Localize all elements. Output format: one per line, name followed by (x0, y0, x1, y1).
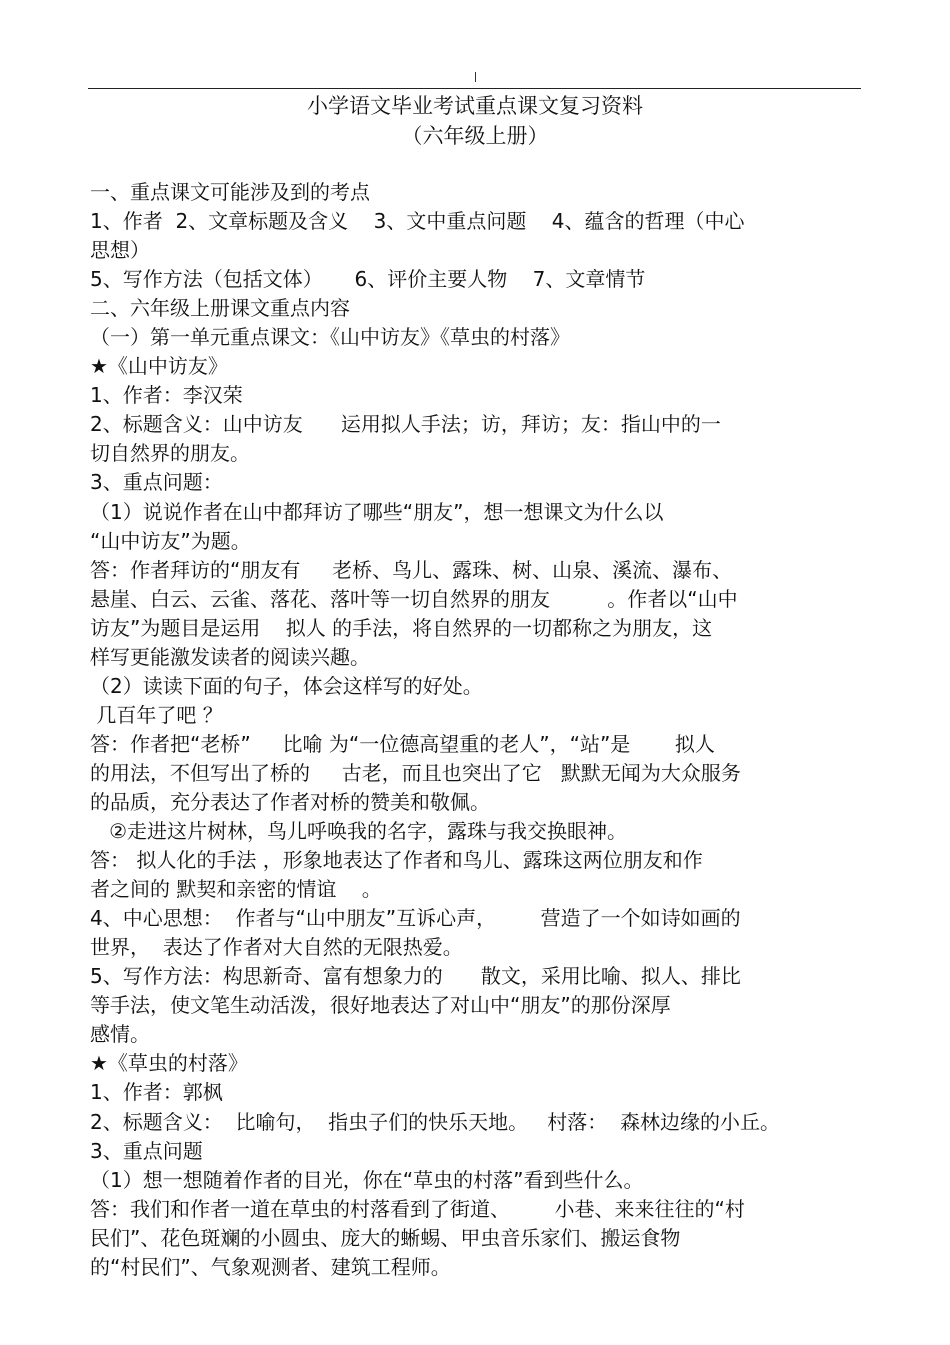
body-line: 答：作者把“老桥” 比喻 为“一位德高望重的老人”，“站”是 拟人 (90, 731, 715, 756)
body-line: ②走进这片树林，鸟儿呼唤我的名字，露珠与我交换眼神。 (90, 819, 628, 844)
body-line: ★《山中访友》 (90, 354, 228, 379)
document-subtitle: （六年级上册） (401, 124, 549, 148)
header-rule (88, 88, 861, 89)
body-line: （一）第一单元重点课文：《山中访友》《草虫的村落》 (90, 325, 570, 350)
body-line: 3、重点问题 (90, 1138, 203, 1163)
body-line: （2）读读下面的句子，体会这样写的好处。 (90, 673, 483, 698)
body-line: 民们”、花色斑斓的小圆虫、庞大的蜥蜴、甲虫音乐家们、搬运食物 (90, 1225, 681, 1250)
header-tick-mark (475, 72, 476, 82)
body-line: 二、六年级上册课文重点内容 (90, 296, 350, 321)
body-line: 者之间的 默契和亲密的情谊 。 (90, 877, 382, 902)
body-line: 悬崖、白云、云雀、落花、落叶等一切自然界的朋友 。作者以“山中 (90, 586, 738, 611)
body-line: 等手法，使文笔生动活泼，很好地表达了对山中“朋友”的那份深厚 (90, 993, 671, 1018)
body-line: 3、重点问题： (90, 470, 223, 495)
body-line: 1、作者 2、文章标题及含义 3、文中重点问题 4、蕴含的哲理（中心 (90, 209, 745, 234)
body-line: 感情。 (90, 1022, 150, 1047)
body-line: 的品质，充分表达了作者对桥的赞美和敬佩。 (90, 789, 490, 814)
body-line: 答：我们和作者一道在草虫的村落看到了街道、 小巷、来来往往的“村 (90, 1196, 745, 1221)
body-line: 思想） (90, 238, 150, 263)
body-line: 的“村民们”、气象观测者、建筑工程师。 (90, 1254, 451, 1279)
body-line: 几百年了吧 ？ (90, 702, 223, 727)
body-line: 4、中心思想： 作者与“山中朋友”互诉心声， 营造了一个如诗如画的 (90, 906, 741, 931)
body-line: 5、写作方法：构思新奇、富有想象力的 散文，采用比喻、拟人、排比 (90, 964, 741, 989)
body-line: 5、写作方法（包括文体） 6、评价主要人物 7、文章情节 (90, 267, 646, 292)
body-line: 访友”为题目是运用 拟人 的手法，将自然界的一切都称之为朋友，这 (90, 615, 713, 640)
body-line: 1、作者：郭枫 (90, 1080, 223, 1105)
body-line: ★《草虫的村落》 (90, 1051, 248, 1076)
body-line: 样写更能激发读者的阅读兴趣。 (90, 644, 370, 669)
body-line: 2、标题含义： 比喻句， 指虫子们的快乐天地。 村落： 森林边缘的小丘。 (90, 1109, 780, 1134)
body-line: 答：作者拜访的“朋友有 老桥、鸟儿、露珠、树、山泉、溪流、瀑布、 (90, 557, 733, 582)
body-line: 切自然界的朋友。 (90, 441, 250, 466)
body-line: 世界， 表达了作者对大自然的无限热爱。 (90, 935, 463, 960)
body-line: 1、作者：李汉荣 (90, 383, 243, 408)
body-line: 2、标题含义：山中访友 运用拟人手法；访，拜访；友：指山中的一 (90, 412, 721, 437)
body-line: （1）说说作者在山中都拜访了哪些“朋友”，想一想课文为什么以 (90, 499, 664, 524)
body-line: “山中访友”为题。 (90, 528, 251, 553)
document-body (90, 178, 860, 1282)
body-line: （1）想一想随着作者的目光，你在“草虫的村落”看到些什么。 (90, 1167, 644, 1192)
body-line: 的用法，不但写出了桥的 古老，而且也突出了它 默默无闻为大众服务 (90, 760, 741, 785)
document-title: 小学语文毕业考试重点课文复习资料 (307, 94, 643, 118)
body-line: 答： 拟人化的手法 ，形象地表达了作者和鸟儿、露珠这两位朋友和作 (90, 848, 703, 873)
body-line: 一、重点课文可能涉及到的考点 (90, 180, 370, 204)
